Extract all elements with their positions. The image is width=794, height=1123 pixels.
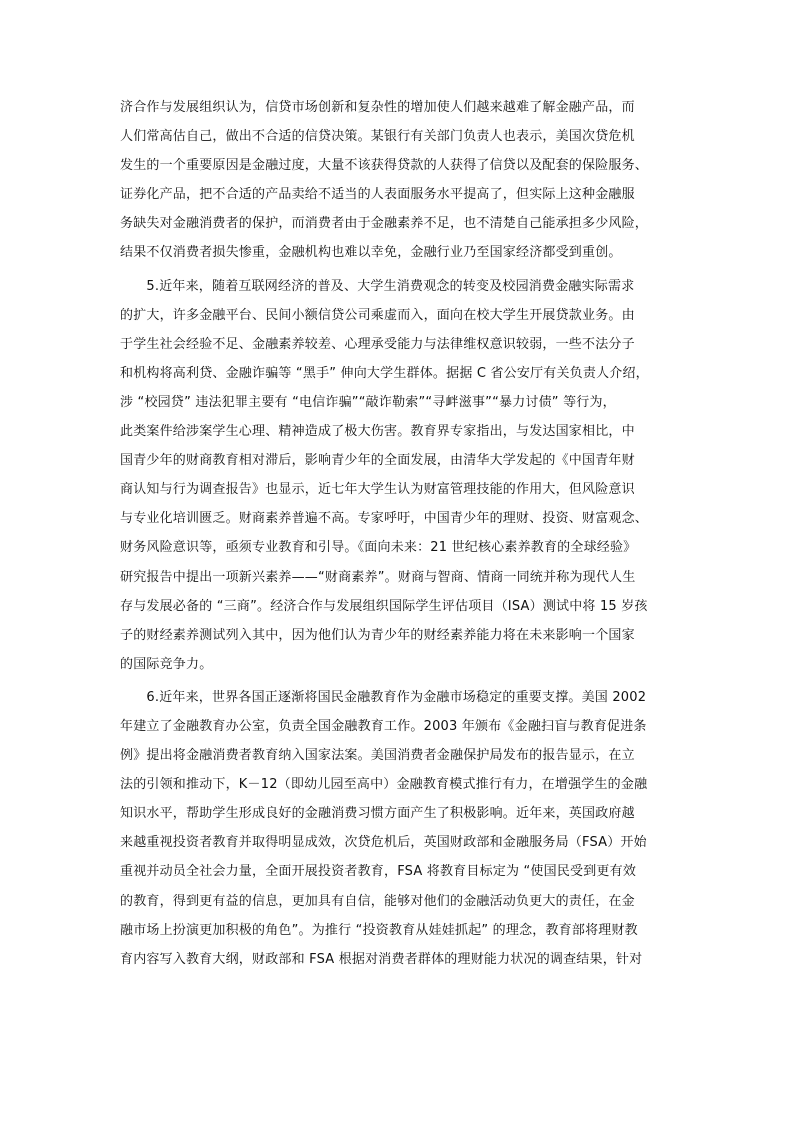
text-line: 的教育，得到更有益的信息，更加具有自信，能够对他们的金融活动负更大的责任，在金 [120, 893, 635, 909]
text-line: 的国际竞争力。 [120, 656, 213, 672]
text-line: 证券化产品，把不合适的产品卖给不适当的人表面服务水平提高了，但实际上这种金融服 [120, 187, 635, 203]
text-line: 发生的一个重要原因是金融过度，大量不该获得贷款的人获得了信贷以及配套的保险服务、 [120, 158, 649, 174]
text-line: 子的财经素养测试列入其中，因为他们认为青少年的财经素养能力将在未来影响一个国家 [120, 627, 635, 643]
text-line: 和机构将高利贷、金融诈骗等 “黑手” 伸向大学生群体。据据 C 省公安厅有关负责人介绍， [120, 365, 649, 381]
text-line: 商认知与行为调查报告》也显示，近七年大学生认为财富管理技能的作用大，但风险意识 [120, 482, 635, 498]
text-line: 5.近年来，随着互联网经济的普及、大学生消费观念的转变及校园消费金融实际需求 [120, 278, 635, 294]
text-line: 涉 “校园贷” 违法犯罪主要有 “电信诈骗”“敲诈勒索”“寻衅滋事”“暴力讨债” 等行为， [120, 394, 616, 410]
text-line: 研究报告中提出一项新兴素养——“财商素养”。财商与智商、情商一同统并称为现代人生 [120, 569, 636, 585]
text-line: 的扩大，许多金融平台、民间小额信贷公司乘虚而入，面向在校大学生开展贷款业务。由 [120, 307, 635, 323]
text-line: 年建立了金融教育办公室，负责全国金融教育工作。2003 年颁布《金融扫盲与教育促进条 [120, 718, 647, 734]
text-line: 例》提出将金融消费者教育纳入国家法案。美国消费者金融保护局发布的报告显示，在立 [120, 748, 635, 764]
text-line: 务缺失对金融消费者的保护，而消费者由于金融素养不足，也不清楚自己能承担多少风险， [120, 216, 649, 232]
text-line: 重视并动员全社会力量，全面开展投资者教育，FSA 将教育目标定为 “使国民受到更有效 [120, 864, 637, 880]
paragraph [120, 272, 668, 679]
text-line: 于学生社会经验不足、金融素养较差、心理承受能力与法律维权意识较弱，一些不法分子 [120, 336, 635, 352]
text-line: 财务风险意识等，亟须专业教育和引导。《面向未来：21 世纪核心素养教育的全球经验》 [120, 540, 637, 556]
text-line: 此类案件给涉案学生心理、精神造成了极大伤害。教育界专家指出，与发达国家相比，中 [120, 424, 635, 440]
text-line: 知识水平，帮助学生形成良好的金融消费习惯方面产生了积极影响。近年来，英国政府越 [120, 806, 635, 822]
text-line: 国青少年的财商教育相对滞后，影响青少年的全面发展，由清华大学发起的《中国青年财 [120, 453, 635, 469]
document-body [120, 93, 668, 974]
text-line: 存与发展必备的 “三商”。经济合作与发展组织国际学生评估项目（ISA）测试中将 15 岁孩 [120, 598, 648, 614]
text-line: 法的引领和推动下，K－12（即幼儿园至高中）金融教育模式推行有力，在增强学生的金融 [120, 777, 648, 793]
text-line: 济合作与发展组织认为，信贷市场创新和复杂性的增加使人们越来越难了解金融产品，而 [120, 100, 635, 115]
paragraph [120, 683, 668, 974]
text-line: 结果不仅消费者损失惨重，金融机构也难以幸免，金融行业乃至国家经济都受到重创。 [120, 245, 622, 261]
paragraph [120, 93, 668, 268]
text-line: 人们常高估自己，做出不合适的信贷决策。某银行有关部门负责人也表示，美国次贷危机 [120, 129, 635, 145]
text-line: 6.近年来，世界各国正逐渐将国民金融教育作为金融市场稳定的重要支撑。美国 2002 [120, 689, 647, 705]
text-line: 来越重视投资者教育并取得明显成效，次贷危机后，英国财政部和金融服务局（FSA）开始 [120, 835, 647, 851]
text-line: 育内容写入教育大纲，财政部和 FSA 根据对消费者群体的理财能力状况的调查结果，针对 [120, 951, 643, 967]
text-line: 与专业化培训匮乏。财商素养普遍不高。专家呼吁，中国青少年的理财、投资、财富观念、 [120, 511, 649, 527]
text-line: 融市场上扮演更加积极的角色”。为推行 “投资教育从娃娃抓起” 的理念，教育部将理财教 [120, 922, 638, 938]
